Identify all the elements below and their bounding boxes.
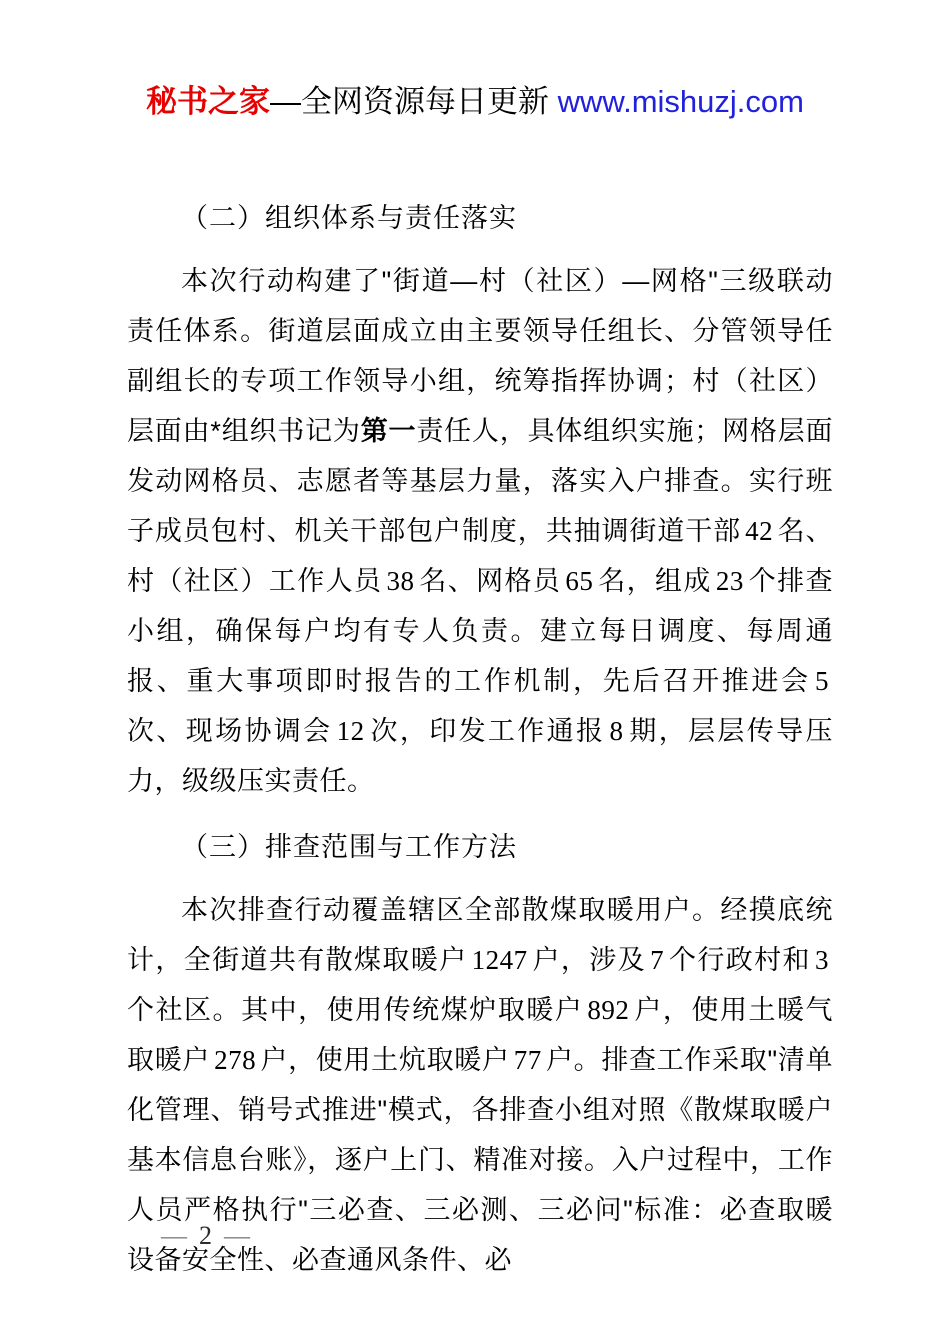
section-heading: （三）排查范围与工作方法 <box>181 832 517 862</box>
site-name: 秘书之家 <box>146 84 271 119</box>
header-tagline: 全网资源每日更新 <box>301 84 550 119</box>
paragraph: 本次行动构建了"街道—村（社区）—网格"三级联动责任体系。街道层面成立由主要领导任组长、分管领导任副组长的专项工作领导小组，统筹指挥协调；村（社区）层面由*组织书记为第一责任人，具体组织实施；网格层面发动网格员、志愿者等基层力量，落实入户排查。实行班子成员包村、机关干部包户制度，共抽调街道干部 42 名、村（社区）工作人员 38 名、网格员 65 名，组成 23 个排查小组，确保每户均有专人负责。建立每日调度、每周通报、重大事项即时报告的工作机制，先后召开推进会 5次、现场协调会 12 次，印发工作通报 8 期，层层传导压力，级级压实责任。 <box>127 266 834 796</box>
footer-left-dash: — <box>161 1221 187 1250</box>
site-url: www.mishuzj.com <box>557 84 804 119</box>
footer-right-dash: — <box>224 1221 250 1250</box>
page-number: 2 <box>199 1221 212 1250</box>
header-dash: — <box>270 84 302 119</box>
paragraph: 本次排查行动覆盖辖区全部散煤取暖用户。经摸底统计，全街道共有散煤取暖户 1247 户，涉及 7 个行政村和 3个社区。其中，使用传统煤炉取暖户 892 户，使用土暖气取暖户 278 户，使用土炕取暖户 77 户。排查工作采取"清单化管理、销号式推进"模式，各排查小组对照《散煤取暖户基本信息台账》，逐户上门、精准对接。入户过程中，工作人员严格执行"三必查、三必测、三必问"标准：必查取暖设备安全性、必查通风条件、必 <box>127 895 834 1275</box>
document-body <box>127 193 833 1285</box>
page-number-footer <box>161 1220 250 1252</box>
section-heading: （二）组织体系与责任落实 <box>181 203 517 233</box>
document-header <box>0 84 950 120</box>
